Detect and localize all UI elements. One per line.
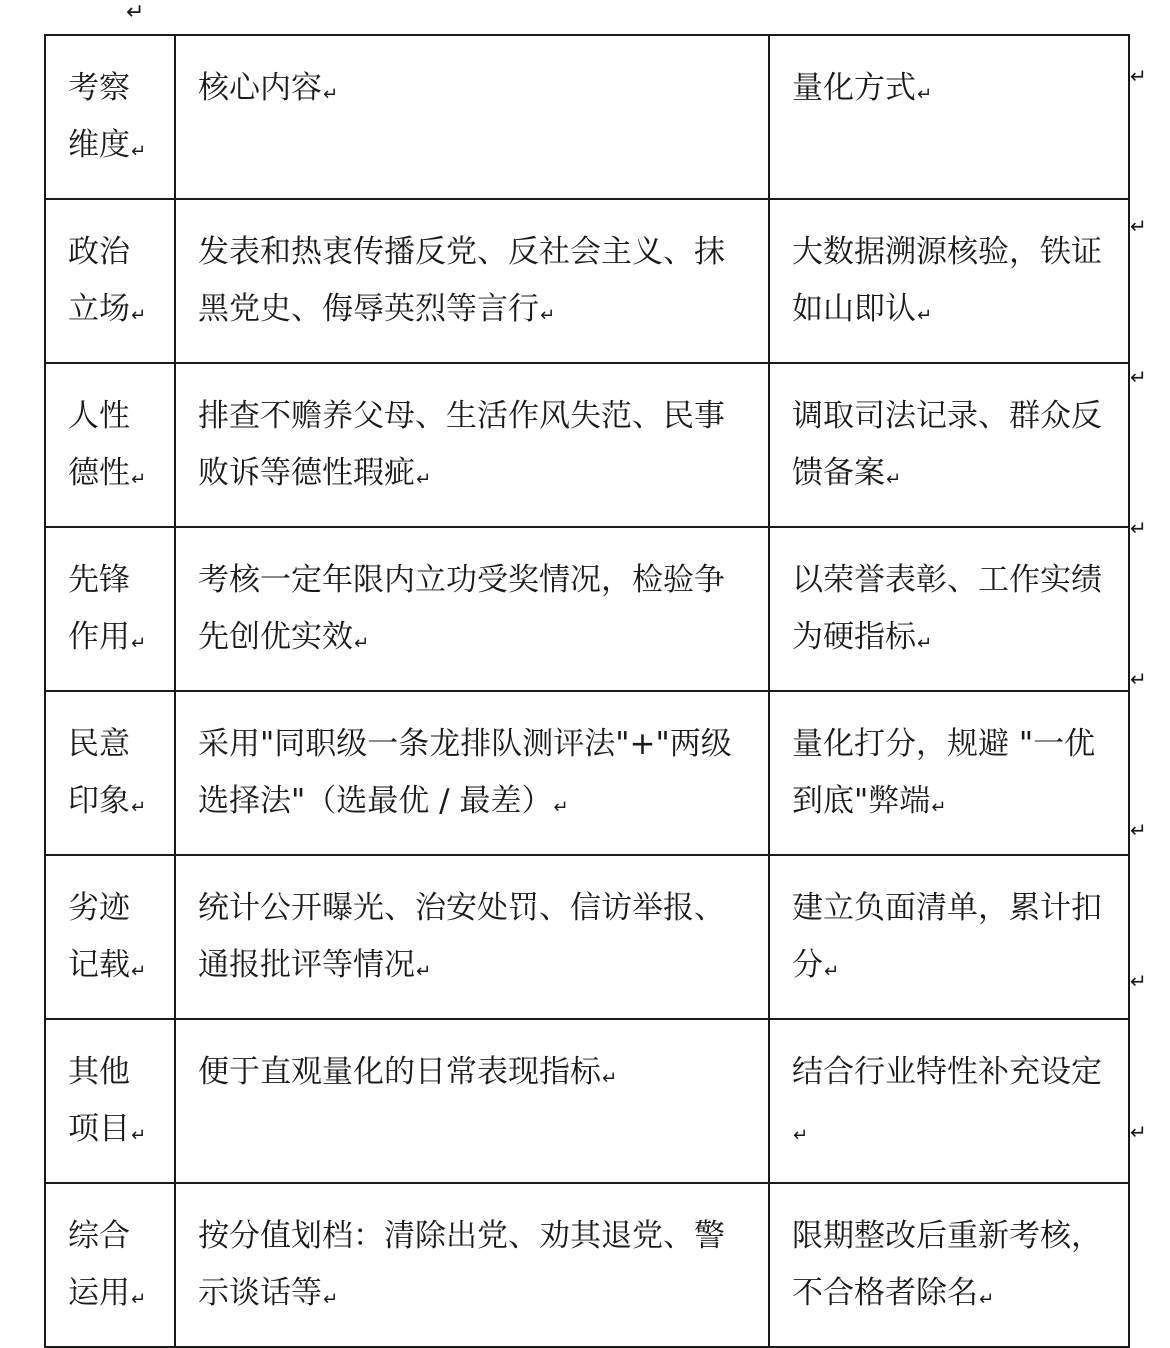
table-row <box>45 363 1129 527</box>
assessment-table <box>44 34 1130 1348</box>
paragraph-mark-icon: ↵ <box>1130 365 1147 389</box>
cell-dimension: 人性德性↵ <box>45 363 175 527</box>
paragraph-mark-icon: ↵ <box>1130 667 1147 691</box>
paragraph-mark-icon: ↵ <box>1130 818 1147 842</box>
paragraph-mark-icon: ↵ <box>354 633 370 654</box>
cell-dimension: 综合运用↵ <box>45 1183 175 1347</box>
paragraph-mark-icon: ↵ <box>979 1289 995 1310</box>
paragraph-mark-icon: ↵ <box>131 797 147 818</box>
header-method: 量化方式↵ <box>769 35 1129 199</box>
cell-method: 量化打分，规避 "一优到底"弊端↵ <box>769 691 1129 855</box>
paragraph-mark-icon: ↵ <box>416 961 432 982</box>
paragraph-mark-icon: ↵ <box>1130 969 1147 993</box>
paragraph-mark-icon: ↵ <box>1130 516 1147 540</box>
paragraph-mark-icon: ↵ <box>1130 1120 1147 1144</box>
paragraph-mark-icon: ↵ <box>131 469 147 490</box>
cell-method: 以荣誉表彰、工作实绩为硬指标↵ <box>769 527 1129 691</box>
table-row <box>45 691 1129 855</box>
paragraph-mark-icon: ↵ <box>416 469 432 490</box>
table-header-row <box>45 35 1129 199</box>
paragraph-mark-icon: ↵ <box>1130 64 1147 88</box>
paragraph-mark-icon: ↵ <box>126 0 145 25</box>
paragraph-mark-icon: ↵ <box>323 1289 339 1310</box>
cell-content: 按分值划档：清除出党、劝其退党、警示谈话等↵ <box>175 1183 769 1347</box>
cell-method: 结合行业特性补充设定↵ <box>769 1019 1129 1183</box>
cell-content: 采用"同职级一条龙排队测评法"+"两级选择法"（选最优 / 最差）↵ <box>175 691 769 855</box>
paragraph-mark-icon: ↵ <box>824 961 840 982</box>
header-content: 核心内容↵ <box>175 35 769 199</box>
cell-dimension: 其他项目↵ <box>45 1019 175 1183</box>
cell-content: 便于直观量化的日常表现指标↵ <box>175 1019 769 1183</box>
paragraph-mark-icon: ↵ <box>323 84 339 105</box>
paragraph-mark-icon: ↵ <box>917 84 933 105</box>
cell-method: 限期整改后重新考核，不合格者除名↵ <box>769 1183 1129 1347</box>
paragraph-mark-icon: ↵ <box>917 305 933 326</box>
paragraph-mark-icon: ↵ <box>131 1289 147 1310</box>
paragraph-mark-icon: ↵ <box>131 141 147 162</box>
paragraph-mark-icon: ↵ <box>540 305 556 326</box>
cell-dimension: 政治立场↵ <box>45 199 175 363</box>
cell-method: 建立负面清单，累计扣分↵ <box>769 855 1129 1019</box>
paragraph-mark-icon: ↵ <box>131 633 147 654</box>
cell-dimension: 民意印象↵ <box>45 691 175 855</box>
cell-content: 发表和热衷传播反党、反社会主义、抹黑党史、侮辱英烈等言行↵ <box>175 199 769 363</box>
cell-dimension: 劣迹记载↵ <box>45 855 175 1019</box>
paragraph-mark-icon: ↵ <box>131 305 147 326</box>
paragraph-mark-icon: ↵ <box>553 797 569 818</box>
cell-method: 调取司法记录、群众反馈备案↵ <box>769 363 1129 527</box>
header-dimension: 考察维度↵ <box>45 35 175 199</box>
paragraph-mark-icon: ↵ <box>917 633 933 654</box>
paragraph-mark-icon: ↵ <box>602 1068 618 1089</box>
cell-content: 排查不赡养父母、生活作风失范、民事败诉等德性瑕疵↵ <box>175 363 769 527</box>
paragraph-mark-icon: ↵ <box>793 1125 809 1146</box>
paragraph-mark-icon: ↵ <box>1130 214 1147 238</box>
table-row <box>45 855 1129 1019</box>
cell-method: 大数据溯源核验，铁证如山即认↵ <box>769 199 1129 363</box>
cell-content: 统计公开曝光、治安处罚、信访举报、通报批评等情况↵ <box>175 855 769 1019</box>
table-row <box>45 527 1129 691</box>
cell-dimension: 先锋作用↵ <box>45 527 175 691</box>
paragraph-mark-icon: ↵ <box>131 1125 147 1146</box>
cell-content: 考核一定年限内立功受奖情况，检验争先创优实效↵ <box>175 527 769 691</box>
paragraph-mark-icon: ↵ <box>931 797 947 818</box>
table-row <box>45 199 1129 363</box>
table-row <box>45 1019 1129 1183</box>
table-row <box>45 1183 1129 1347</box>
paragraph-mark-icon: ↵ <box>131 961 147 982</box>
paragraph-mark-icon: ↵ <box>886 469 902 490</box>
